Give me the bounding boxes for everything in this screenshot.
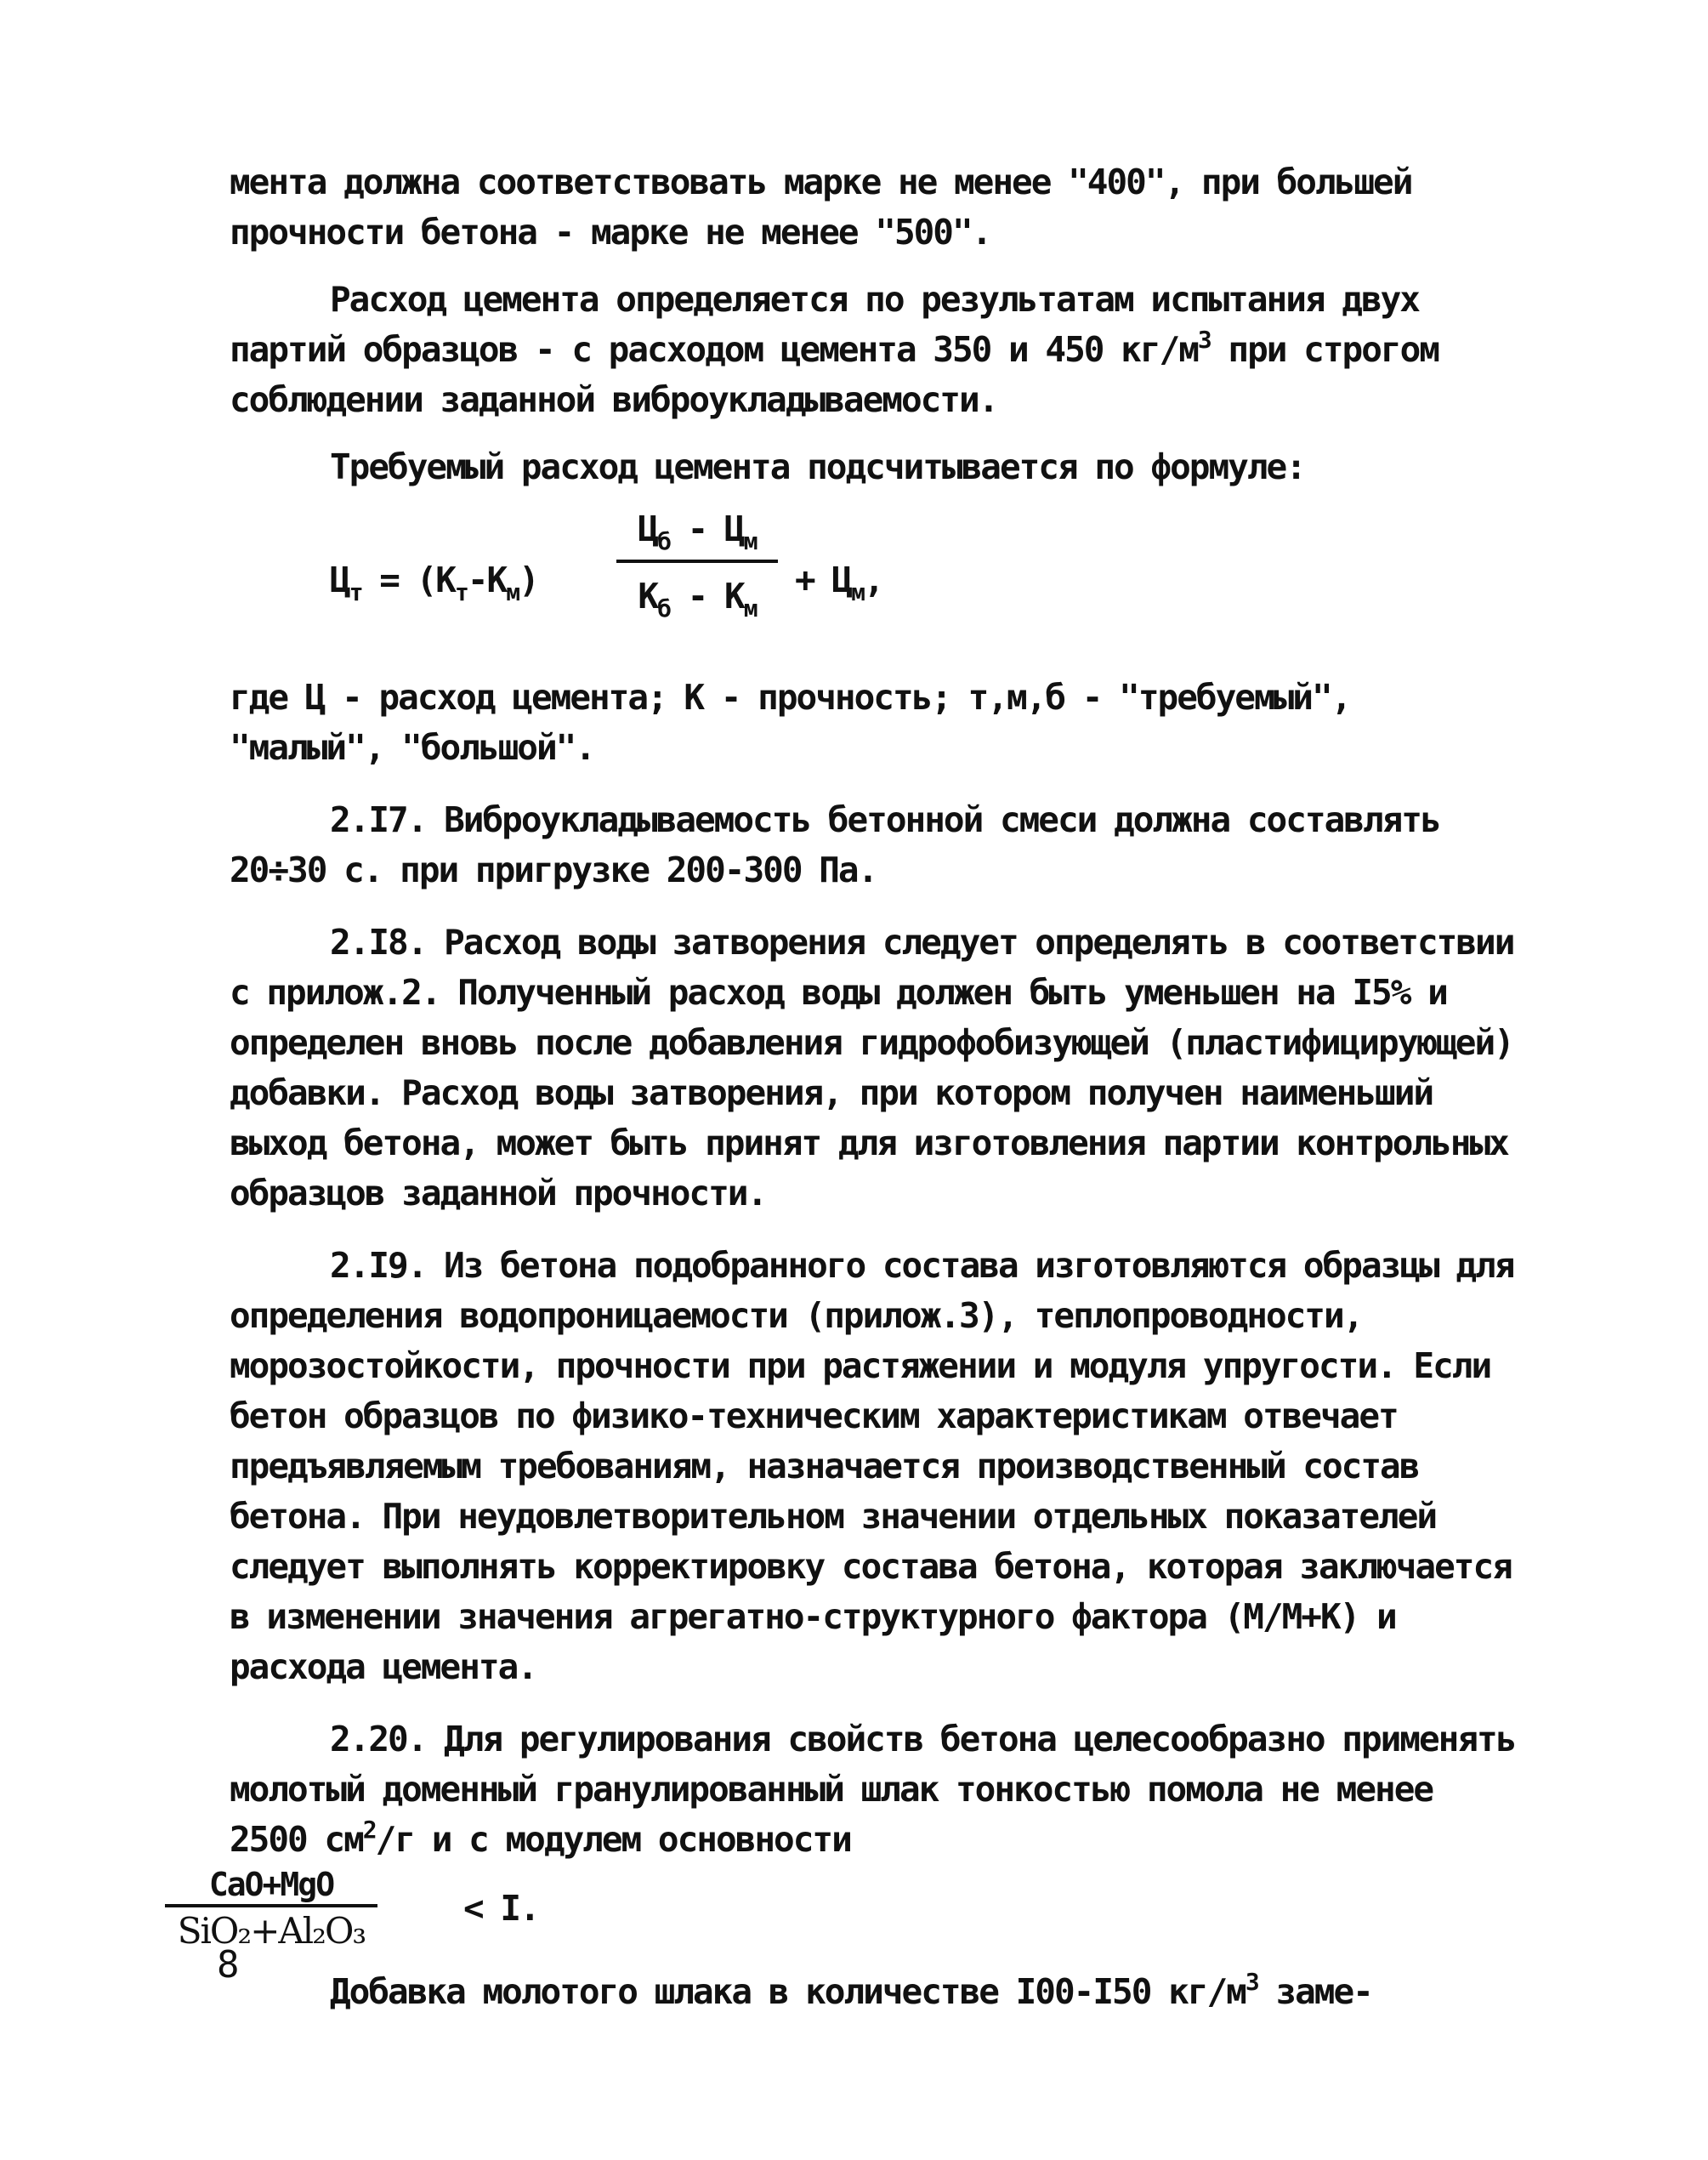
paragraph-2 — [230, 275, 1522, 425]
paragraph-8-text: 2.20. Для регулирования свойств бетона целесообразно применять молотый доменный гранулированный шлак тонкостью помола не менее 2500 см — [230, 1719, 1516, 1860]
page-number: 8 — [217, 1943, 240, 1987]
paragraph-1: мента должна соответствовать марке не менее "400", при большей прочности бетона - марке не менее "500". — [230, 162, 1412, 253]
paragraph-9-tail: заме- — [1257, 1971, 1372, 2012]
paragraph-9 — [230, 1967, 1522, 2017]
formula-rhs-sub: м — [851, 578, 864, 606]
paragraph-2-tail: при строгом соблюдении заданной виброукладываемости. — [230, 329, 1438, 420]
slag-relation: < I. — [463, 1888, 539, 1929]
paragraph-5: 2.I7. Виброукладываемость бетонной смеси должна составлять 20÷30 с. при пригрузке 200-300 Па. — [230, 799, 1440, 890]
paragraph-2-sup: 3 — [1197, 326, 1211, 354]
paragraph-8-tail: /г и с модулем основности — [375, 1819, 851, 1860]
slag-numerator: СаО+МgО — [165, 1865, 377, 1907]
formula-lhs-sub: т — [349, 578, 362, 606]
paragraph-6: 2.I8. Расход воды затворения следует определять в соответствии с прилож.2. Полученный расход воды должен быть уменьшен на I5% и определен вновь после добавления гидрофобизующей (пластифицирующей) добавки. Расход воды затворения, при котором получен наименьший выход бетона, может быть принят для изготовления партии контрольных образцов заданной прочности. — [230, 922, 1514, 1214]
formula-rhs — [795, 555, 883, 605]
formula-num-a-sub: б — [657, 527, 670, 555]
formula-rhs-tail: , — [863, 560, 883, 600]
formula-fraction — [616, 504, 778, 622]
formula-rhs-text: + Ц — [795, 560, 852, 600]
formula-den-a: К — [638, 576, 658, 617]
formula-close: ) — [519, 560, 538, 600]
formula-num-op: - Ц — [669, 509, 744, 549]
paragraph-9-text: Добавка молотого шлака в количестве I00-I50 кг/м — [330, 1971, 1246, 2012]
formula-den-b-sub: м — [743, 594, 757, 622]
formula-k2-sub: м — [506, 578, 519, 606]
formula-lhs-symbol: Ц — [330, 560, 349, 600]
paragraph-8-sup: 2 — [362, 1816, 376, 1844]
formula-minus: -К — [467, 560, 507, 600]
formula-k1-sub: т — [454, 578, 468, 606]
formula-numerator — [616, 504, 778, 563]
paragraph-8 — [230, 1714, 1522, 1865]
cement-formula — [230, 504, 1522, 666]
slag-modulus-formula — [177, 1865, 1522, 1967]
paragraph-4: где Ц - расход цемента; К - прочность; т,м,б - "требуемый", "малый", "большой". — [230, 677, 1351, 768]
document-body — [177, 157, 1522, 2017]
formula-den-op: - К — [669, 576, 744, 617]
paragraph-2-text: Расход цемента определяется по результатам испытания двух партий образцов - с расходом цемента 350 и 450 кг/м — [230, 279, 1419, 370]
paragraph-9-sup: 3 — [1245, 1968, 1258, 1996]
formula-denominator — [616, 563, 778, 622]
formula-num-a: Ц — [638, 509, 658, 549]
slag-fraction — [177, 1865, 377, 1955]
formula-lhs — [330, 555, 538, 605]
formula-den-a-sub: б — [657, 594, 670, 622]
formula-eq: = (К — [361, 560, 455, 600]
paragraph-3: Требуемый расход цемента подсчитывается по формуле: — [330, 446, 1305, 487]
slag-denominator: SiO₂+Al₂O₃ — [177, 1910, 366, 1952]
slag-fraction-wrap — [165, 1865, 377, 1955]
formula-num-b-sub: м — [743, 527, 757, 555]
paragraph-7: 2.I9. Из бетона подобранного состава изготовляются образцы для определения водопроницаемости (прилож.3), теплопроводности, морозостойкости, прочности при растяжении и модуля упругости. Если бетон образцов по физико-техническим характеристикам отвечает предъявляемым требованиям, назначается производственный состав бетона. При неудовлетворительном значении отдельных показателей следует выполнять корректировку состава бетона, которая заключается в изменении значения агрегатно-структурного фактора (М/М+К) и расхода цемента. — [230, 1245, 1514, 1687]
